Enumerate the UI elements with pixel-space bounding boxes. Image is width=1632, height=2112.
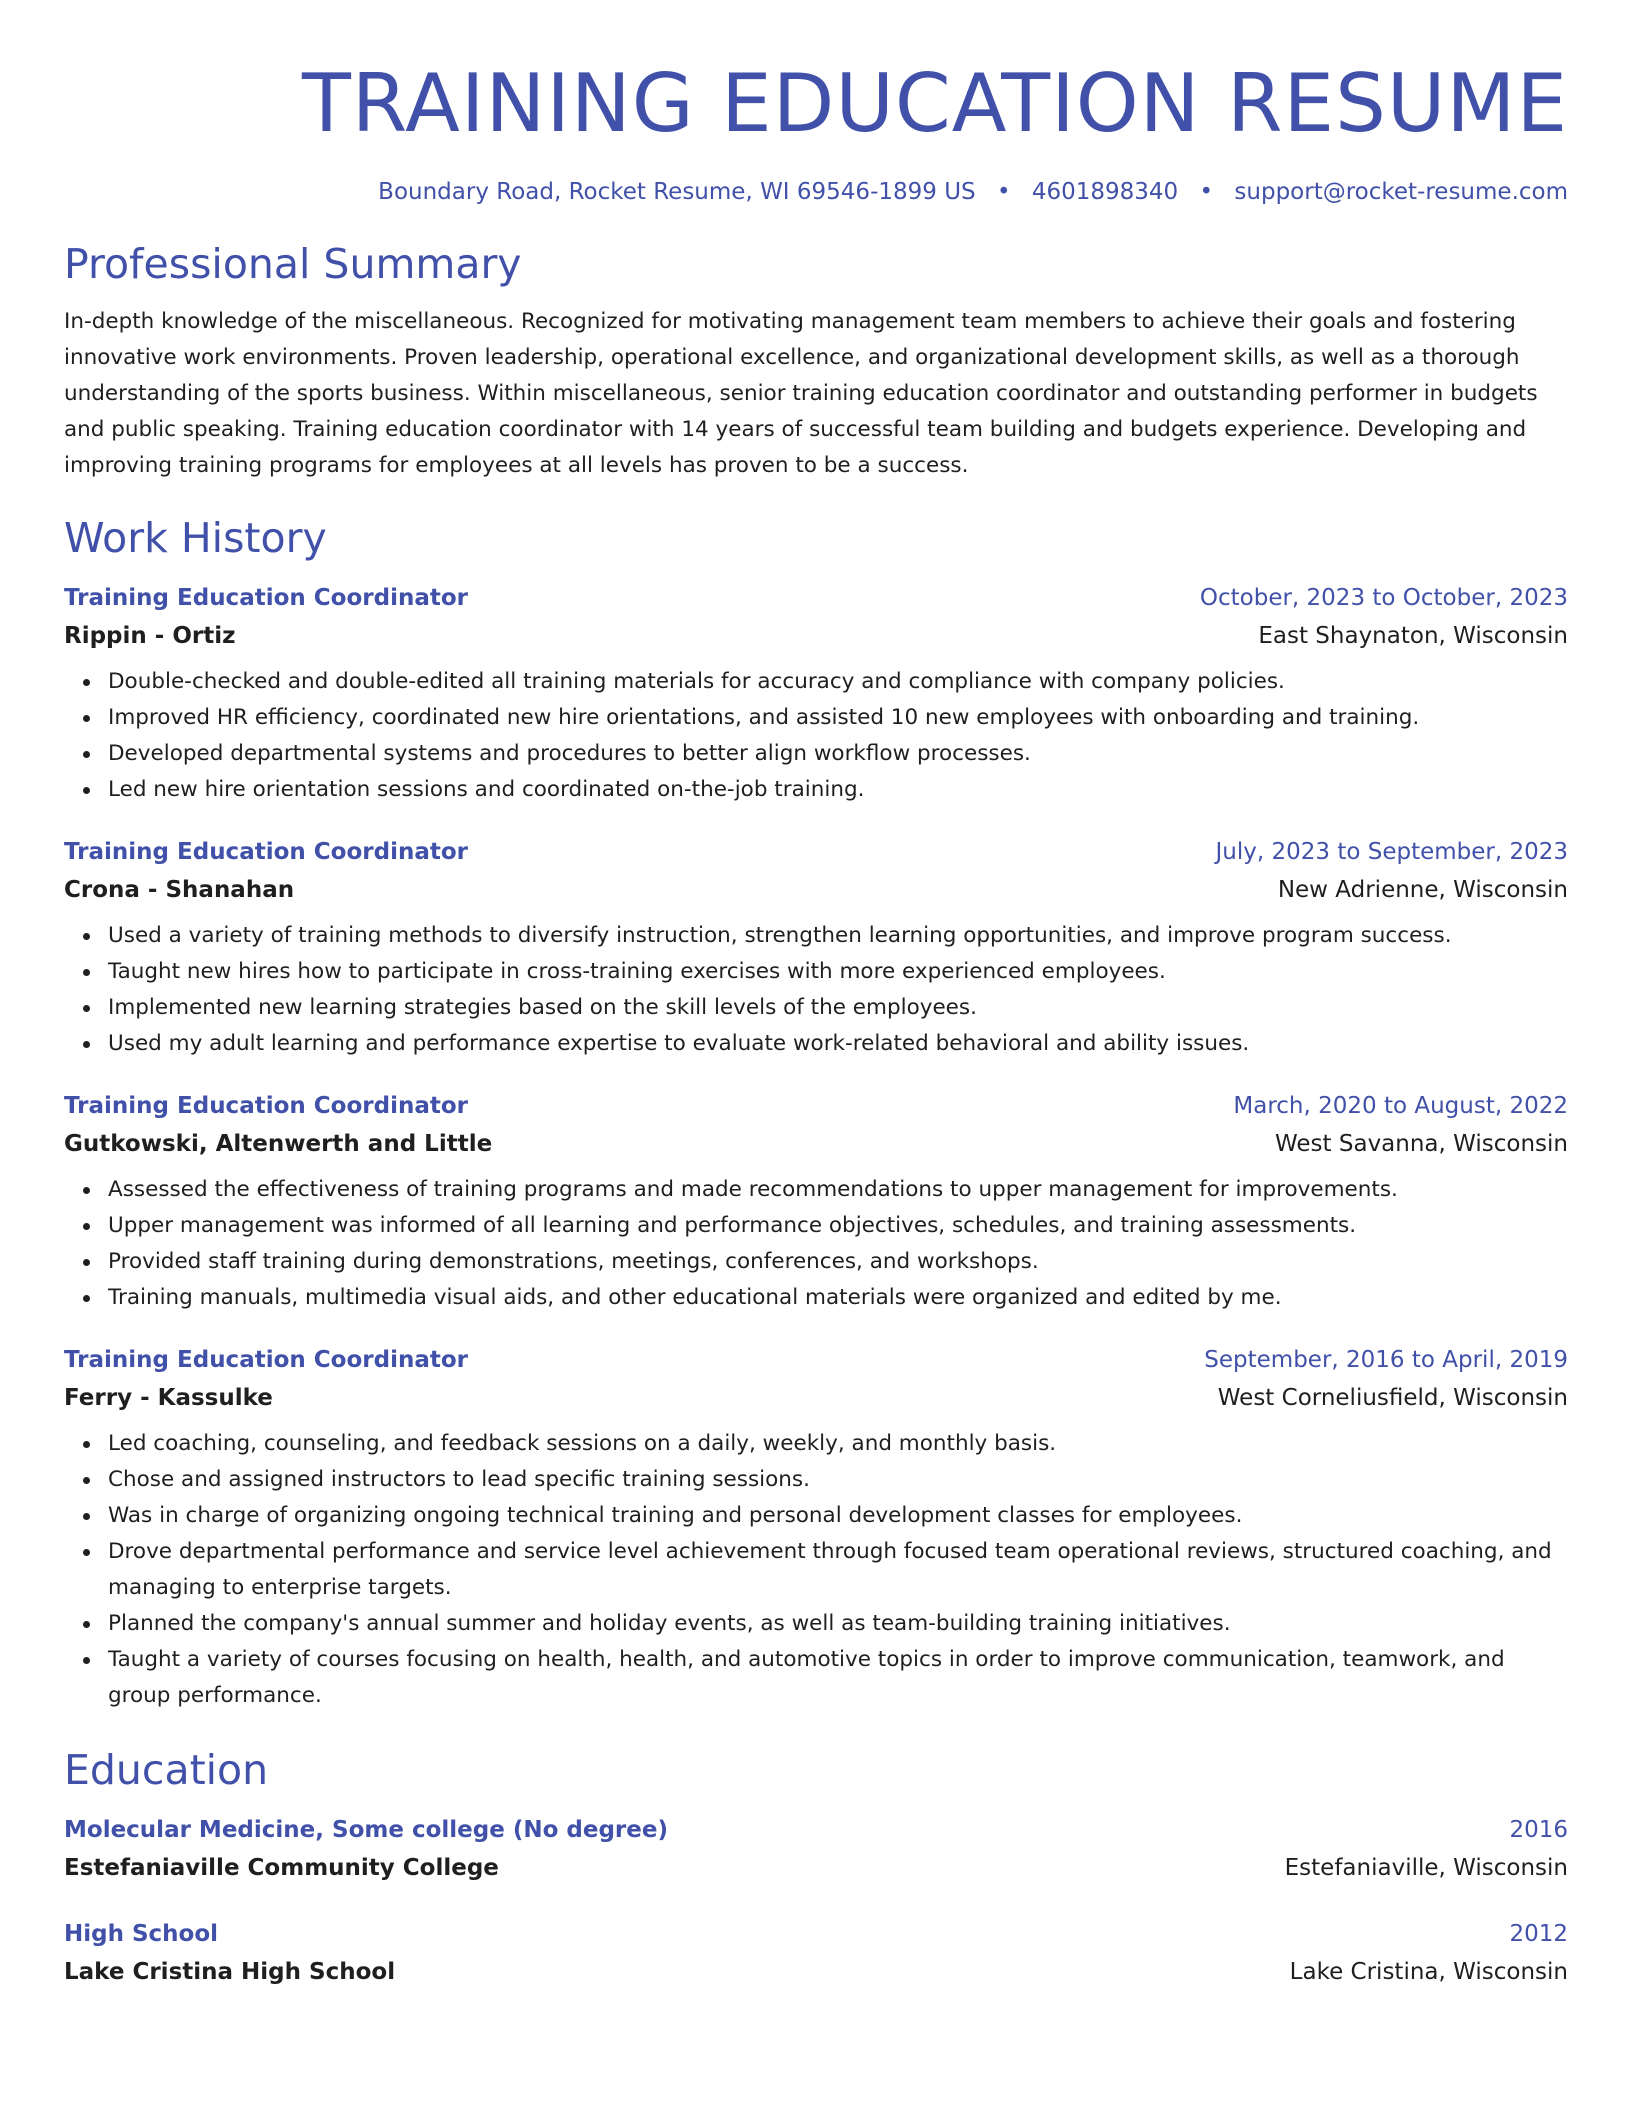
job-company-row xyxy=(64,616,1568,656)
job-bullet: Chose and assigned instructors to lead specific training sessions. xyxy=(108,1462,1568,1498)
job-bullet: Taught a variety of courses focusing on health, health, and automotive topics in order to improve communication, teamwork, and group performance. xyxy=(108,1642,1568,1714)
job-bullets xyxy=(64,1172,1568,1316)
resume-title: TRAINING EDUCATION RESUME xyxy=(301,57,1568,150)
job-bullets xyxy=(64,918,1568,1062)
job-dates: October, 2023 to October, 2023 xyxy=(1199,585,1568,611)
job-company-row xyxy=(64,1124,1568,1164)
job-bullet: Developed departmental systems and procedures to better align workflow processes. xyxy=(108,736,1568,772)
education-header-row xyxy=(64,1812,1568,1848)
contact-separator: • xyxy=(996,179,1011,205)
job-header-row xyxy=(64,834,1568,870)
work-section xyxy=(64,512,1568,1714)
job-title: Training Education Coordinator xyxy=(64,585,468,611)
job-entry xyxy=(64,834,1568,1062)
education-entry xyxy=(64,1916,1568,1992)
job-dates: July, 2023 to September, 2023 xyxy=(1215,839,1568,865)
job-title: Training Education Coordinator xyxy=(64,839,468,865)
job-bullet: Training manuals, multimedia visual aids, and other educational materials were organized and edited by me. xyxy=(108,1280,1568,1316)
job-entry xyxy=(64,580,1568,808)
job-bullet: Led coaching, counseling, and feedback sessions on a daily, weekly, and monthly basis. xyxy=(108,1426,1568,1462)
contact-separator: • xyxy=(1199,179,1214,205)
summary-text: In-depth knowledge of the miscellaneous. Recognized for motivating management team members to achieve their goals and fostering innovative work environments. Proven leadership, operational excellence, and organizational development skills, as well as a thorough understanding of the sports business. Within miscellaneous, senior training education coordinator and outstanding performer in budgets and public speaking. Training education coordinator with 14 years of successful team building and budgets experience. Developing and improving training programs for employees at all levels has proven to be a success. xyxy=(64,309,1538,478)
education-section xyxy=(64,1744,1568,1992)
education-school: Estefaniaville Community College xyxy=(64,1855,499,1881)
job-header-row xyxy=(64,580,1568,616)
education-school-row xyxy=(64,1952,1568,1992)
contact-phone: 4601898340 xyxy=(1031,179,1179,205)
education-degree: High School xyxy=(64,1921,219,1947)
job-entry xyxy=(64,1342,1568,1714)
job-header-row xyxy=(64,1088,1568,1124)
job-bullet: Used a variety of training methods to diversify instruction, strengthen learning opportunities, and improve program success. xyxy=(108,918,1568,954)
job-header-row xyxy=(64,1342,1568,1378)
education-entry xyxy=(64,1812,1568,1888)
job-bullet: Assessed the effectiveness of training programs and made recommendations to upper management for improvements. xyxy=(108,1172,1568,1208)
education-degree: Molecular Medicine, Some college (No degree) xyxy=(64,1817,668,1843)
education-school-row xyxy=(64,1848,1568,1888)
education-year: 2012 xyxy=(1509,1921,1568,1947)
summary-heading: Professional Summary xyxy=(64,240,522,288)
resume-header xyxy=(64,0,1568,207)
contact-address: Boundary Road, Rocket Resume, WI 69546-1899 US xyxy=(378,179,976,205)
education-school: Lake Cristina High School xyxy=(64,1959,396,1985)
job-bullet: Was in charge of organizing ongoing technical training and personal development classes for employees. xyxy=(108,1498,1568,1534)
job-bullet: Led new hire orientation sessions and coordinated on-the-job training. xyxy=(108,772,1568,808)
job-title: Training Education Coordinator xyxy=(64,1093,468,1119)
contact-email[interactable]: support@rocket-resume.com xyxy=(1234,179,1568,205)
job-bullet: Upper management was informed of all learning and performance objectives, schedules, and training assessments. xyxy=(108,1208,1568,1244)
job-bullets xyxy=(64,1426,1568,1714)
job-bullet: Double-checked and double-edited all training materials for accuracy and compliance with company policies. xyxy=(108,664,1568,700)
job-bullet: Provided staff training during demonstrations, meetings, conferences, and workshops. xyxy=(108,1244,1568,1280)
job-entry xyxy=(64,1088,1568,1316)
job-bullet: Implemented new learning strategies based on the skill levels of the employees. xyxy=(108,990,1568,1026)
job-bullet: Drove departmental performance and service level achievement through focused team operational reviews, structured coaching, and managing to enterprise targets. xyxy=(108,1534,1568,1606)
job-bullet: Planned the company's annual summer and holiday events, as well as team-building training initiatives. xyxy=(108,1606,1568,1642)
education-header-row xyxy=(64,1916,1568,1952)
job-location: West Corneliusfield, Wisconsin xyxy=(1217,1385,1568,1411)
education-location: Estefaniaville, Wisconsin xyxy=(1284,1855,1568,1881)
education-year: 2016 xyxy=(1509,1817,1568,1843)
job-bullet: Taught new hires how to participate in cross-training exercises with more experienced employees. xyxy=(108,954,1568,990)
job-dates: March, 2020 to August, 2022 xyxy=(1233,1093,1568,1119)
job-company-row xyxy=(64,1378,1568,1418)
job-location: New Adrienne, Wisconsin xyxy=(1277,877,1568,903)
job-dates: September, 2016 to April, 2019 xyxy=(1204,1347,1568,1373)
work-heading: Work History xyxy=(64,514,327,562)
job-location: East Shaynaton, Wisconsin xyxy=(1258,623,1568,649)
job-title: Training Education Coordinator xyxy=(64,1347,468,1373)
job-company: Gutkowski, Altenwerth and Little xyxy=(64,1131,493,1157)
education-location: Lake Cristina, Wisconsin xyxy=(1289,1959,1568,1985)
job-location: West Savanna, Wisconsin xyxy=(1275,1131,1568,1157)
contact-line xyxy=(64,177,1568,207)
job-bullet: Used my adult learning and performance expertise to evaluate work-related behavioral and ability issues. xyxy=(108,1026,1568,1062)
job-company: Ferry - Kassulke xyxy=(64,1385,273,1411)
education-heading: Education xyxy=(64,1746,269,1794)
job-bullet: Improved HR efficiency, coordinated new hire orientations, and assisted 10 new employees with onboarding and training. xyxy=(108,700,1568,736)
summary-section xyxy=(64,238,1568,484)
job-company: Rippin - Ortiz xyxy=(64,623,236,649)
job-company-row xyxy=(64,870,1568,910)
job-company: Crona - Shanahan xyxy=(64,877,295,903)
job-bullets xyxy=(64,664,1568,808)
